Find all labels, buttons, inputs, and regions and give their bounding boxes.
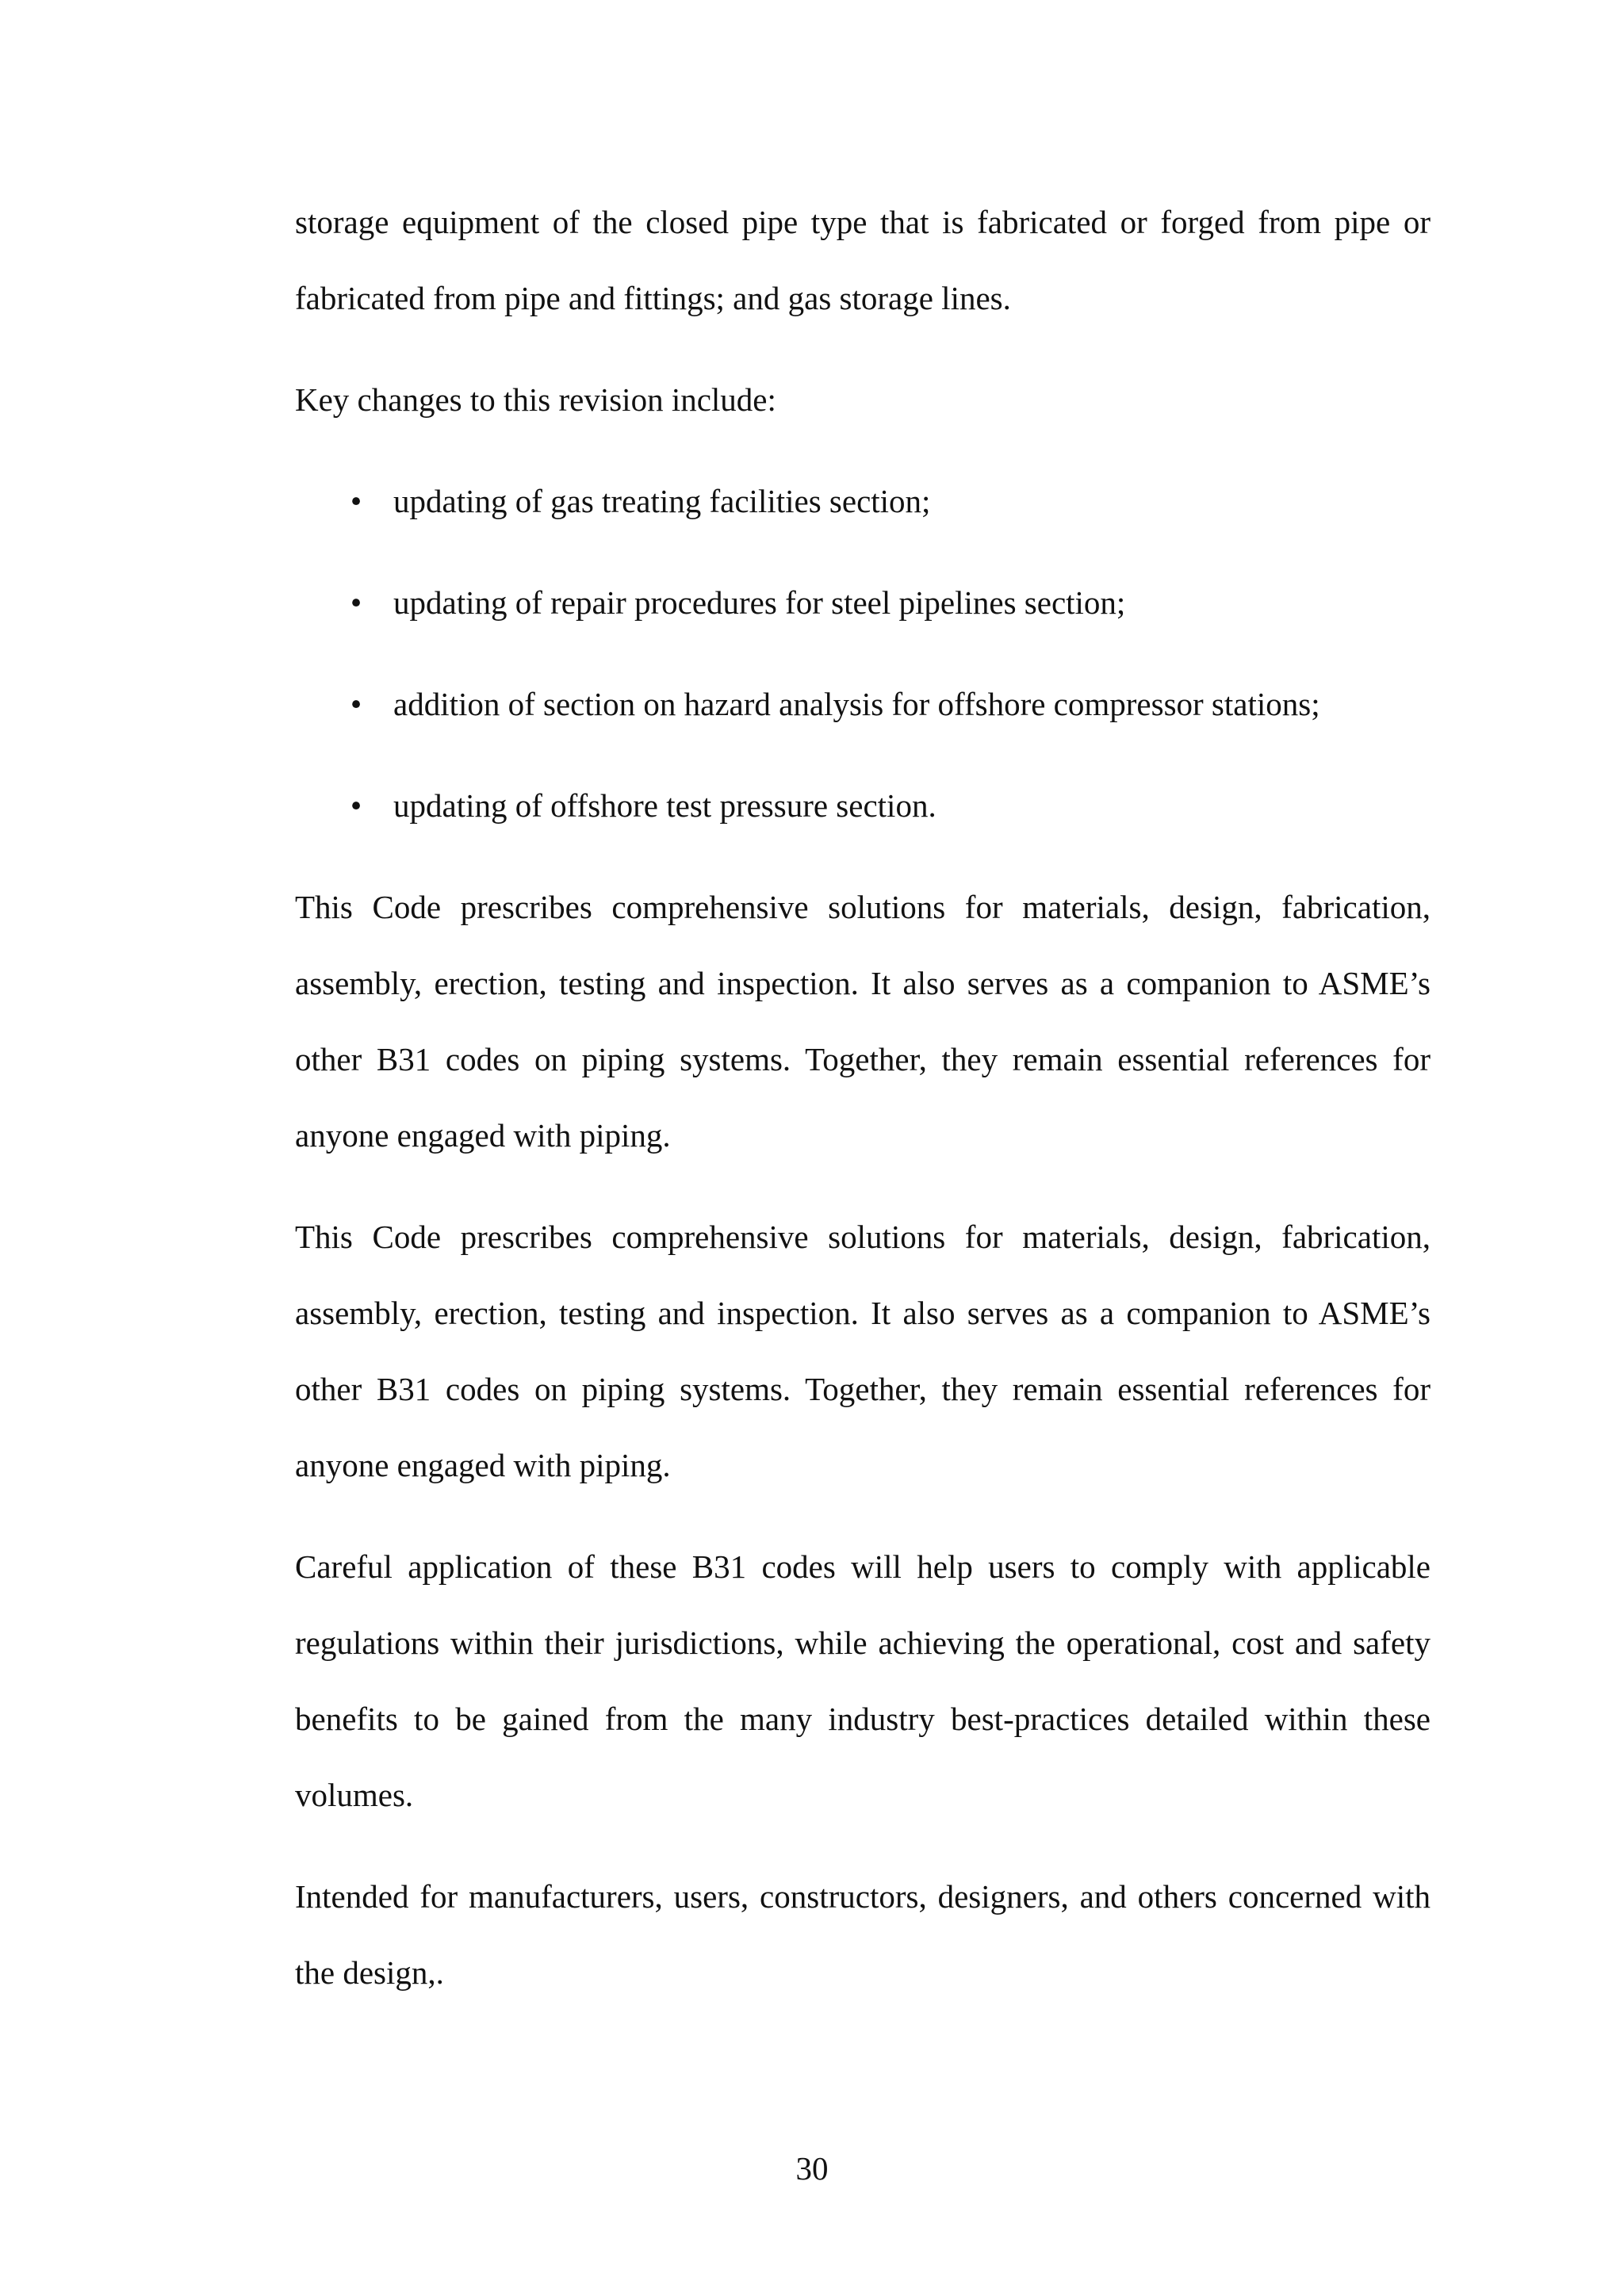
list-item-text: addition of section on hazard analysis for offshore compressor stations; <box>393 686 1320 722</box>
paragraph-code-prescribes-2: This Code prescribes comprehensive solutions for materials, design, fabrication, assembly, erection, testing and inspection. It also serves as a companion to ASME’s other B31 codes on piping systems. Together, they remain essential references for anyone engaged with piping. <box>295 1219 1431 1483</box>
paragraph-intended-for: Intended for manufacturers, users, constructors, designers, and others concerned with the design,. <box>295 1878 1431 1991</box>
bullet-icon: • <box>350 787 362 824</box>
bullet-icon: • <box>350 483 362 519</box>
list-item <box>295 767 1431 844</box>
list-item <box>295 463 1431 539</box>
page-number: 30 <box>795 2150 829 2187</box>
paragraph-storage-equipment: storage equipment of the closed pipe type that is fabricated or forged from pipe or fabricated from pipe and fittings; and gas storage lines. <box>295 204 1431 316</box>
list-item-text: updating of offshore test pressure section. <box>393 787 936 824</box>
list-item-text: updating of gas treating facilities section; <box>393 483 931 519</box>
page-body <box>295 184 1431 2036</box>
list-item <box>295 564 1431 641</box>
paragraph-careful-application: Careful application of these B31 codes will help users to comply with applicable regulations within their jurisdictions, while achieving the operational, cost and safety benefits to be gained from the many industry best-practices detailed within these volumes. <box>295 1548 1431 1813</box>
bullet-icon: • <box>350 686 362 722</box>
paragraph-code-prescribes-1: This Code prescribes comprehensive solutions for materials, design, fabrication, assembly, erection, testing and inspection. It also serves as a companion to ASME’s other B31 codes on piping systems. Together, they remain essential references for anyone engaged with piping. <box>295 889 1431 1154</box>
key-changes-list <box>295 463 1431 844</box>
paragraph-key-changes: Key changes to this revision include: <box>295 381 776 418</box>
list-item <box>295 666 1431 742</box>
list-item-text: updating of repair procedures for steel pipelines section; <box>393 584 1126 621</box>
bullet-icon: • <box>350 584 362 621</box>
